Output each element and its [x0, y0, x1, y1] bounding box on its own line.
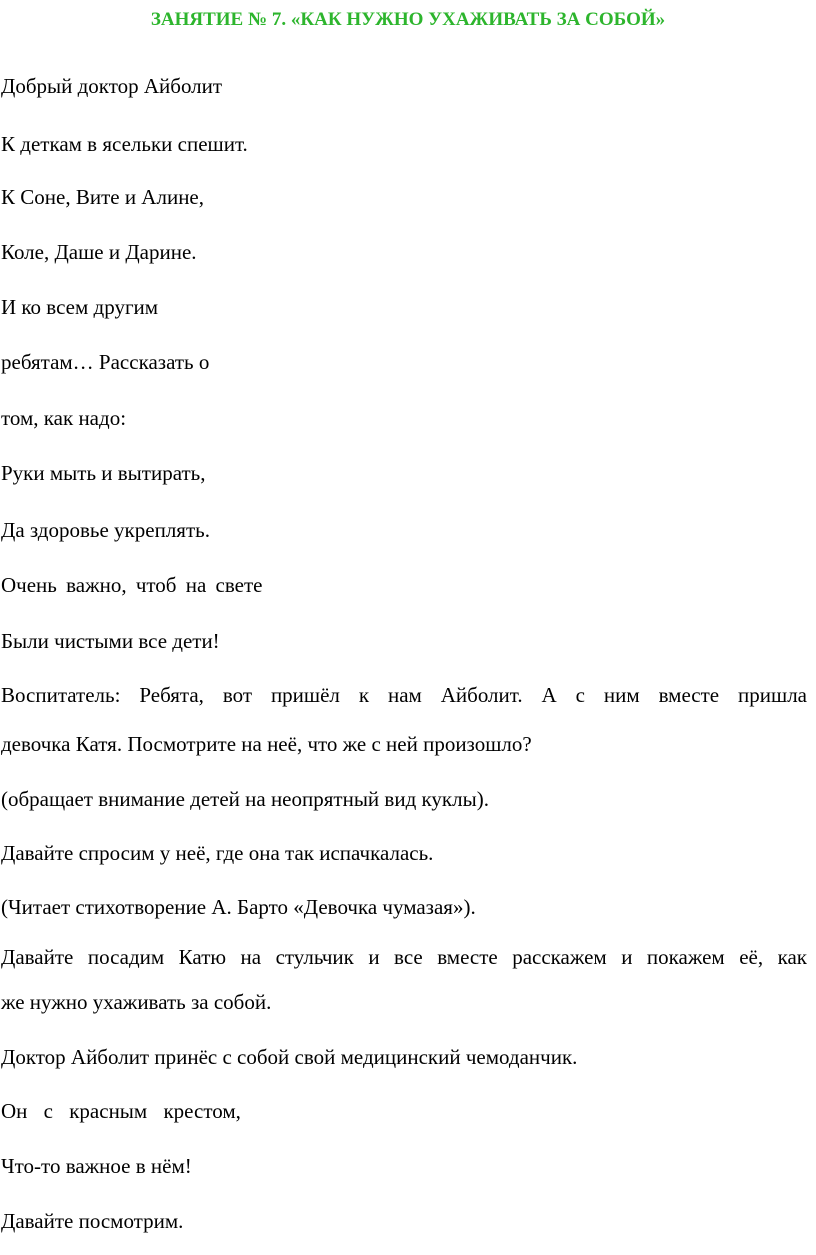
page-title: ЗАНЯТИЕ № 7. «КАК НУЖНО УХАЖИВАТЬ ЗА СОБОЙ»: [150, 9, 666, 30]
paragraph-line-4: Давайте спросим у неё, где она так испачкалась.: [1, 841, 434, 865]
poem-line-2: К деткам в ясельки спешит.: [1, 132, 248, 156]
poem-line-1: Добрый доктор Айболит: [1, 74, 223, 98]
poem-line-6: ребятам… Рассказать о: [1, 350, 210, 374]
poem-line-5: И ко всем другим: [1, 295, 159, 319]
paragraph-line-7: же нужно ухаживать за собой.: [1, 990, 272, 1014]
poem-line-8: Руки мыть и вытирать,: [1, 461, 206, 485]
poem-line-4: Коле, Даше и Дарине.: [1, 240, 197, 264]
poem-line-7: том, как надо:: [1, 406, 127, 430]
paragraph-line-11: Давайте посмотрим.: [1, 1209, 184, 1233]
paragraph-line-10: Что-то важное в нём!: [1, 1154, 192, 1178]
paragraph-line-1: Воспитатель: Ребята, вот пришёл к нам Айболит. А с ним вместе пришла: [1, 683, 807, 707]
paragraph-line-6: Давайте посадим Катю на стульчик и все вместе расскажем и покажем её, как: [1, 945, 807, 969]
paragraph-line-2: девочка Катя. Посмотрите на неё, что же с ней произошло?: [1, 732, 532, 756]
poem-line-10: Очень важно, чтоб на свете: [1, 573, 263, 597]
paragraph-line-3: (обращает внимание детей на неопрятный вид куклы).: [1, 787, 489, 811]
paragraph-line-8: Доктор Айболит принёс с собой свой медицинский чемоданчик.: [1, 1045, 578, 1069]
paragraph-line-5: (Читает стихотворение А. Барто «Девочка чумазая»).: [1, 895, 476, 919]
poem-line-3: К Соне, Вите и Алине,: [1, 185, 204, 209]
poem-line-11: Были чистыми все дети!: [1, 629, 220, 653]
paragraph-line-9: Он с красным крестом,: [1, 1099, 241, 1123]
poem-line-9: Да здоровье укреплять.: [1, 518, 210, 542]
